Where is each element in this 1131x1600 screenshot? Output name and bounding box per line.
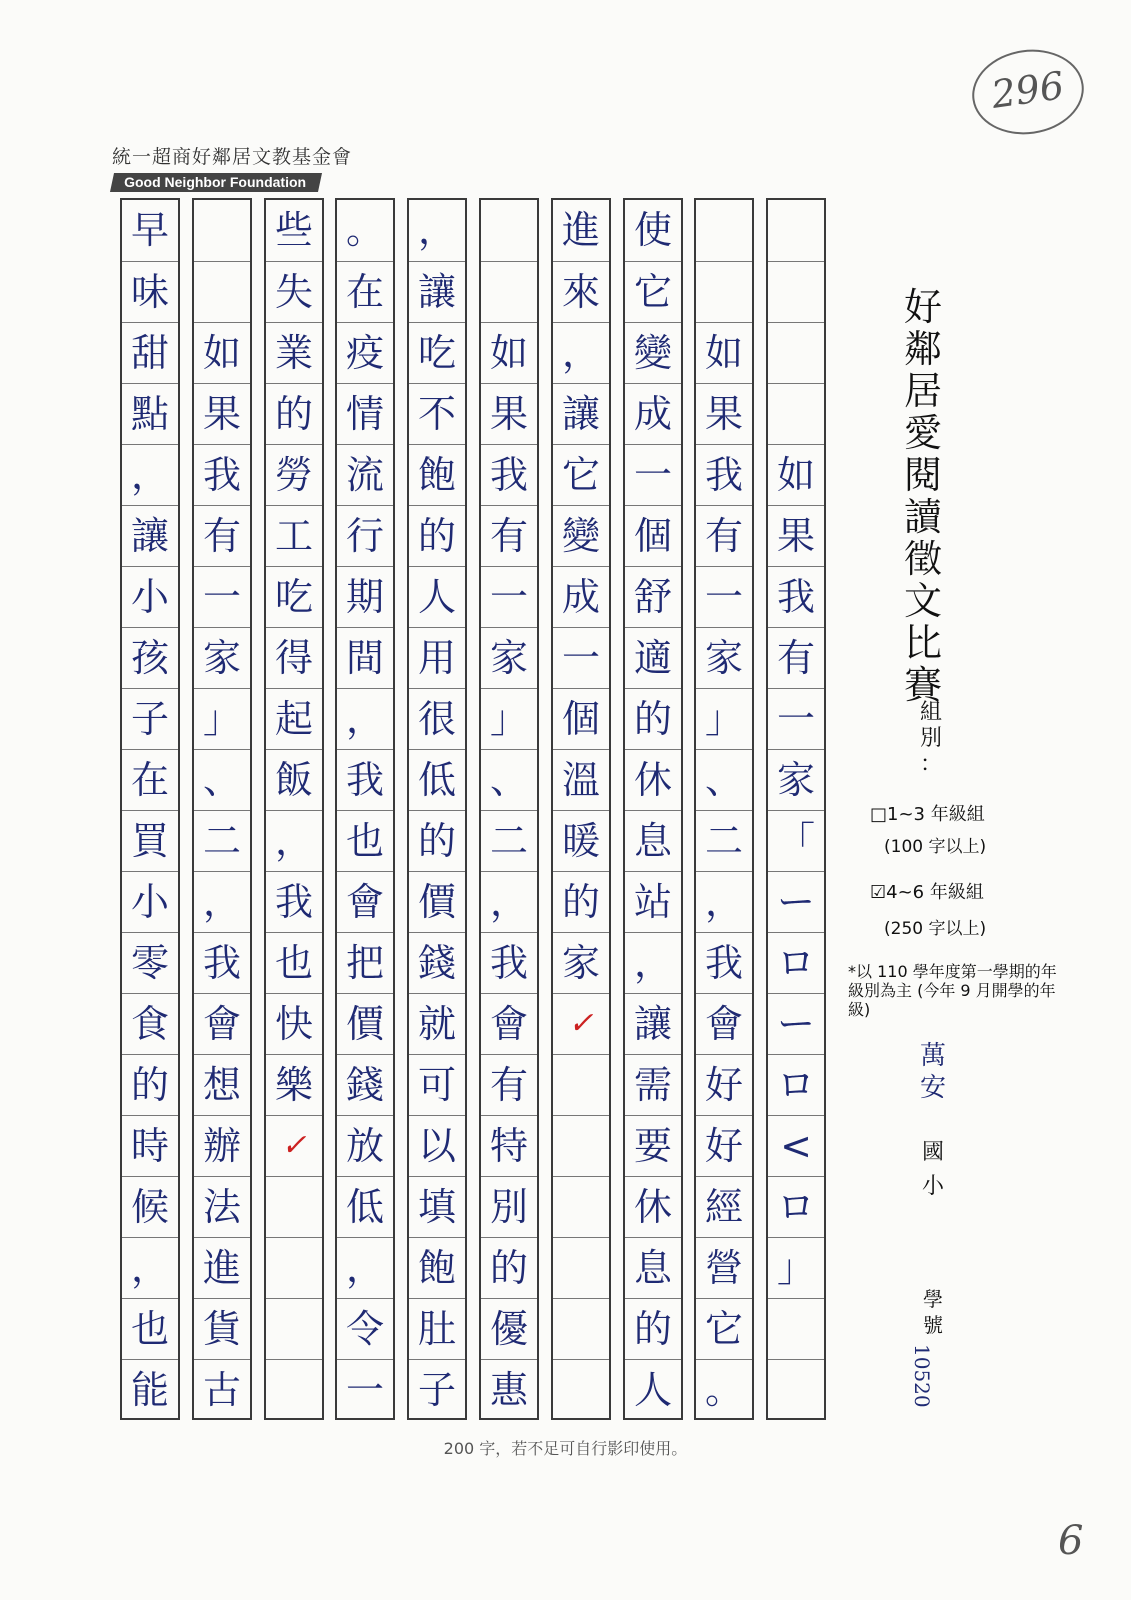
grid-cell	[696, 261, 752, 321]
grid-cell: 子	[122, 688, 178, 748]
grid-cell	[768, 1359, 824, 1419]
grid-cell: 起	[266, 688, 322, 748]
grid-cell: 使	[633, 208, 672, 252]
grid-cell: 我	[194, 932, 250, 992]
grid-cell: 的	[409, 505, 465, 565]
grid-cell: 孩	[122, 627, 178, 687]
grid-cell: 來	[553, 261, 609, 321]
grid-cell: 果	[696, 383, 752, 443]
grid-cell: 人	[409, 566, 465, 626]
grid-cell	[481, 261, 537, 321]
grid-cell: 。	[696, 1359, 752, 1419]
grid-cell	[768, 383, 824, 443]
grid-cell: 站	[625, 871, 681, 931]
grid-cell	[553, 1176, 609, 1236]
student-no-label-char: 號	[923, 1313, 943, 1337]
grid-cell: 快	[266, 993, 322, 1053]
grid-cell: 家	[481, 627, 537, 687]
grid-cell: 點	[122, 383, 178, 443]
grid-cell: 肚	[409, 1298, 465, 1358]
grid-cell: 惠	[481, 1359, 537, 1419]
grid-cell: ✓	[266, 1115, 322, 1175]
grid-cell: 貨	[194, 1298, 250, 1358]
grid-cell	[553, 1359, 609, 1419]
contest-title-char: 文	[903, 579, 942, 623]
grid-cell	[768, 1298, 824, 1358]
grid-cell: 有	[696, 505, 752, 565]
grid-cell: 好	[696, 1115, 752, 1175]
group-label	[918, 700, 944, 778]
grid-cell: 暖	[553, 810, 609, 870]
contest-title-char: 好	[903, 285, 942, 329]
organization-logo-banner	[110, 173, 322, 192]
grid-cell: 間	[337, 627, 393, 687]
grid-cell: 讓	[409, 261, 465, 321]
grid-cell: 期	[337, 566, 393, 626]
grid-cell: ，	[481, 871, 537, 931]
grade-option-4-6[interactable]: ☑4~6 年級組	[870, 882, 984, 903]
grid-cell: 我	[768, 566, 824, 626]
grid-cell: 二	[194, 810, 250, 870]
grid-cell: 二	[696, 810, 752, 870]
group-label-char: ：	[919, 752, 942, 777]
grid-cell: ，	[553, 322, 609, 382]
grid-cell: 營	[696, 1237, 752, 1297]
grid-cell: 一	[481, 566, 537, 626]
grid-cell: 情	[337, 383, 393, 443]
grid-cell: 有	[768, 627, 824, 687]
grid-cell: 個	[553, 688, 609, 748]
grid-cell: ，	[625, 932, 681, 992]
grid-cell: 優	[481, 1298, 537, 1358]
grid-cell: ，	[337, 1237, 393, 1297]
grid-cell: 價	[337, 993, 393, 1053]
contest-title-char: 賽	[903, 663, 942, 707]
grid-cell: 溫	[553, 749, 609, 809]
grid-cell: 價	[409, 871, 465, 931]
grid-cell: ロ	[768, 932, 824, 992]
grade-option-1-3-note: (100 字以上)	[884, 837, 987, 857]
grid-cell: 一	[768, 688, 824, 748]
grid-cell: 我	[481, 932, 537, 992]
page-number: 6	[1058, 1518, 1084, 1564]
student-number-label	[920, 1286, 946, 1338]
grid-cell: ，	[417, 208, 456, 252]
grid-cell: 味	[122, 261, 178, 321]
grid-cell: 飽	[409, 444, 465, 504]
group-label-char: 別	[919, 726, 942, 751]
grid-cell: 如	[768, 444, 824, 504]
grid-cell: 它	[696, 1298, 752, 1358]
grid-column	[694, 198, 754, 1420]
grid-cell: 很	[409, 688, 465, 748]
grid-cell: 果	[194, 383, 250, 443]
grid-cell: 息	[625, 1237, 681, 1297]
grid-cell: 一	[696, 566, 752, 626]
grid-cell: ロ	[768, 1176, 824, 1236]
grade-option-1-3[interactable]: □1~3 年級組	[870, 804, 985, 825]
grid-cell: 用	[409, 627, 465, 687]
grid-cell: 買	[122, 810, 178, 870]
grid-cell: 甜	[122, 322, 178, 382]
grid-cell: 就	[409, 993, 465, 1053]
grid-cell: <	[768, 1115, 824, 1175]
grid-cell: 如	[696, 322, 752, 382]
grid-cell	[768, 261, 824, 321]
grid-cell: 能	[122, 1359, 178, 1419]
grid-cell: 有	[481, 505, 537, 565]
grid-cell: 」	[481, 688, 537, 748]
grid-cell: 有	[194, 505, 250, 565]
grid-cell: 、	[696, 749, 752, 809]
grid-cell: 經	[696, 1176, 752, 1236]
grid-cell: 我	[481, 444, 537, 504]
school-name-char: 安	[919, 1073, 946, 1103]
grid-cell: 時	[122, 1115, 178, 1175]
grid-cell: 把	[337, 932, 393, 992]
grid-cell: 會	[481, 993, 537, 1053]
entry-number-text: 296	[988, 63, 1067, 117]
grid-cell: 它	[625, 261, 681, 321]
grid-cell: 些	[274, 208, 313, 252]
grid-cell: 的	[266, 383, 322, 443]
grid-cell	[194, 200, 250, 260]
grid-cell: 息	[625, 810, 681, 870]
grid-cell: 個	[625, 505, 681, 565]
grid-cell: 得	[266, 627, 322, 687]
grid-cell: 的	[409, 810, 465, 870]
grid-cell: 飽	[409, 1237, 465, 1297]
grid-cell	[266, 1176, 322, 1236]
contest-title-char: 讀	[903, 495, 942, 539]
grid-cell	[553, 1298, 609, 1358]
grid-cell: 家	[553, 932, 609, 992]
grid-column	[623, 198, 683, 1420]
grid-cell: 可	[409, 1054, 465, 1114]
grid-cell: 低	[337, 1176, 393, 1236]
contest-title-char: 鄰	[903, 327, 942, 371]
grid-cell: 變	[553, 505, 609, 565]
grid-cell: 它	[553, 444, 609, 504]
grid-cell: 法	[194, 1176, 250, 1236]
footer-note: 200 字，若不足可自行影印使用。	[443, 1439, 688, 1458]
grid-cell: 如	[481, 322, 537, 382]
student-number: 10520	[910, 1344, 934, 1408]
school-name	[918, 1040, 948, 1104]
grid-cell: ー	[768, 871, 824, 931]
grid-column	[766, 198, 826, 1420]
grid-column	[120, 198, 180, 1420]
grid-cell: 一	[553, 627, 609, 687]
grid-cell: 行	[337, 505, 393, 565]
contest-title-char: 愛	[903, 411, 942, 455]
grid-cell: 會	[337, 871, 393, 931]
grid-cell: ，	[122, 444, 178, 504]
grid-cell: 變	[625, 322, 681, 382]
grid-cell: 放	[337, 1115, 393, 1175]
grid-cell: ，	[194, 871, 250, 931]
grid-cell	[266, 1237, 322, 1297]
grid-column	[479, 198, 539, 1420]
grid-cell: 一	[337, 1359, 393, 1419]
grid-cell: 以	[409, 1115, 465, 1175]
grid-cell: 人	[625, 1359, 681, 1419]
grid-cell: 候	[122, 1176, 178, 1236]
eligibility-note: *以 110 學年度第一學期的年級別為主 (今年 9 月開學的年級)	[848, 962, 1057, 1019]
grid-cell: 」	[194, 688, 250, 748]
grid-cell: 的	[625, 1298, 681, 1358]
grid-cell: 想	[194, 1054, 250, 1114]
grid-cell: 讓	[625, 993, 681, 1053]
grid-cell: ✓	[553, 993, 609, 1053]
grid-cell: 失	[266, 261, 322, 321]
grid-cell: 辦	[194, 1115, 250, 1175]
grid-cell: 一	[194, 566, 250, 626]
grid-cell: ，	[266, 810, 322, 870]
grid-cell	[553, 1237, 609, 1297]
grid-cell	[553, 1054, 609, 1114]
grid-cell: 我	[194, 444, 250, 504]
grid-cell: ，	[337, 688, 393, 748]
school-suffix-char: 國	[921, 1140, 944, 1165]
grid-column	[192, 198, 252, 1420]
grid-cell: 休	[625, 1176, 681, 1236]
grid-cell: 錢	[409, 932, 465, 992]
grid-cell: ロ	[768, 1054, 824, 1114]
grid-cell: 古	[194, 1359, 250, 1419]
grid-cell: ，	[122, 1237, 178, 1297]
grid-cell: 要	[625, 1115, 681, 1175]
grid-cell: 食	[122, 993, 178, 1053]
grid-cell: 小	[122, 566, 178, 626]
grid-cell: 勞	[266, 444, 322, 504]
grid-cell: 錢	[337, 1054, 393, 1114]
grid-cell: 樂	[266, 1054, 322, 1114]
grid-cell	[768, 200, 824, 260]
grid-cell: 子	[409, 1359, 465, 1419]
grid-cell: 早	[130, 208, 169, 252]
grid-cell: ，	[696, 871, 752, 931]
grid-cell: 家	[194, 627, 250, 687]
contest-title-char: 居	[903, 369, 942, 413]
grid-cell: 吃	[409, 322, 465, 382]
school-suffix	[920, 1136, 946, 1204]
grid-column	[264, 198, 324, 1420]
organization-name: 統一超商好鄰居文教基金會	[112, 146, 353, 168]
grid-cell: 別	[481, 1176, 537, 1236]
grid-cell: 飯	[266, 749, 322, 809]
grid-cell: 休	[625, 749, 681, 809]
grid-cell	[481, 200, 537, 260]
grid-cell: 成	[625, 383, 681, 443]
grid-cell: 家	[696, 627, 752, 687]
grid-cell: 「	[768, 810, 824, 870]
grid-cell: 進	[561, 208, 600, 252]
grid-cell: ー	[768, 993, 824, 1053]
student-no-label-char: 學	[923, 1287, 943, 1311]
grid-cell: 在	[337, 261, 393, 321]
grid-cell: 也	[337, 810, 393, 870]
school-name-char: 萬	[919, 1041, 946, 1071]
grid-cell: 的	[553, 871, 609, 931]
grid-cell: 不	[409, 383, 465, 443]
grid-cell: 二	[481, 810, 537, 870]
grid-cell: 小	[122, 871, 178, 931]
grade-option-4-6-note: (250 字以上)	[884, 919, 987, 939]
grid-cell: 我	[337, 749, 393, 809]
grid-cell	[553, 1115, 609, 1175]
grid-cell: 舒	[625, 566, 681, 626]
group-label-char: 組	[919, 700, 942, 725]
grid-cell: 的	[481, 1237, 537, 1297]
grid-cell	[696, 200, 752, 260]
contest-title-char: 比	[903, 621, 942, 665]
school-suffix-char: 小	[921, 1174, 944, 1199]
grid-cell: 也	[266, 932, 322, 992]
grid-cell: 、	[194, 749, 250, 809]
grid-cell	[194, 261, 250, 321]
grid-cell: 低	[409, 749, 465, 809]
grid-cell: 我	[696, 444, 752, 504]
grid-cell: 特	[481, 1115, 537, 1175]
grid-cell: 果	[481, 383, 537, 443]
grid-cell	[768, 322, 824, 382]
circled-entry-number	[967, 43, 1090, 142]
grid-cell: 讓	[553, 383, 609, 443]
contest-title-char: 閱	[903, 453, 942, 497]
grid-cell: 一	[625, 444, 681, 504]
grid-cell: 。	[345, 208, 384, 252]
grid-cell: 需	[625, 1054, 681, 1114]
grid-cell	[266, 1298, 322, 1358]
grid-cell: 令	[337, 1298, 393, 1358]
grid-cell: 果	[768, 505, 824, 565]
grid-cell: 有	[481, 1054, 537, 1114]
grid-cell: 家	[768, 749, 824, 809]
grid-cell: 適	[625, 627, 681, 687]
organization-banner-text: Good Neighbor Foundation	[124, 174, 307, 190]
grid-cell: 、	[481, 749, 537, 809]
grid-cell: 讓	[122, 505, 178, 565]
grid-cell: 的	[625, 688, 681, 748]
grid-cell: 也	[122, 1298, 178, 1358]
grid-cell: 」	[768, 1237, 824, 1297]
grid-cell: 流	[337, 444, 393, 504]
grid-cell: 」	[696, 688, 752, 748]
grid-cell: 在	[122, 749, 178, 809]
grid-cell: 會	[696, 993, 752, 1053]
grid-cell: 的	[122, 1054, 178, 1114]
organization-header	[112, 142, 352, 192]
grid-cell: 進	[194, 1237, 250, 1297]
grid-cell: 工	[266, 505, 322, 565]
grid-cell: 零	[122, 932, 178, 992]
grid-column	[551, 198, 611, 1420]
grid-cell: 好	[696, 1054, 752, 1114]
grid-cell: 填	[409, 1176, 465, 1236]
grid-cell: 業	[266, 322, 322, 382]
grid-cell	[266, 1359, 322, 1419]
grid-cell: 疫	[337, 322, 393, 382]
grid-column	[407, 198, 467, 1420]
essay-manuscript-grid	[120, 198, 828, 1420]
grid-cell: 會	[194, 993, 250, 1053]
contest-title	[898, 286, 948, 706]
grid-cell: 我	[266, 871, 322, 931]
grid-cell: 吃	[266, 566, 322, 626]
grid-cell: 如	[194, 322, 250, 382]
grid-column	[335, 198, 395, 1420]
grid-cell: 我	[696, 932, 752, 992]
contest-title-char: 徵	[903, 537, 942, 581]
grid-cell: 成	[553, 566, 609, 626]
